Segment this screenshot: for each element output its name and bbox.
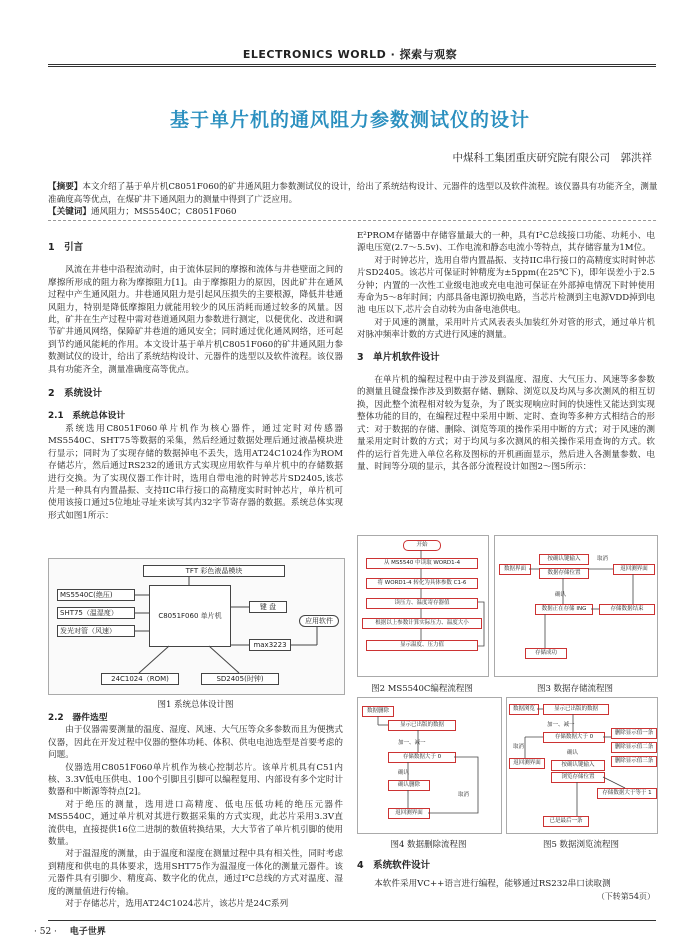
abstract-label: 【摘要】 — [48, 182, 83, 192]
section-2-title: 2 系统设计 — [48, 388, 103, 400]
figure-1 — [48, 558, 345, 695]
section-3-title: 3 单片机软件设计 — [357, 351, 440, 363]
fig5-cancel-label: 取消 — [513, 744, 525, 750]
fig2-step-5: 显示温度、压力值 — [366, 640, 478, 651]
header-rule-2 — [48, 66, 656, 67]
fig3-input-1: 按确认键输入 — [539, 554, 589, 565]
mcu-box: C8051F060 单片机 — [149, 585, 231, 647]
fig5-del-1: 删除显示值一条 — [611, 728, 657, 739]
fig3-connectors — [495, 536, 657, 676]
fig3-saving: 数据正在存储 ING — [535, 604, 593, 615]
fig4-plus-label: 加一、减一 — [398, 740, 426, 746]
section-4-paragraph: 本软件采用VC++语言进行编程，能够通过RS232串口读取测 — [374, 879, 611, 890]
left-column-bottom — [48, 712, 343, 911]
continued-paragraph: E²PROM存储器中存储容量最大的一种，具有I²C总线接口功能、功耗小、电源电压宽(2.7～5.5v)、工作电流和静态电流小等特点，其存储容量为1M位。 — [357, 231, 655, 254]
fig4-count: 存储数据大于 0 — [388, 752, 456, 763]
rtc-paragraph: 对于时钟芯片，选用自带内置晶振、支持IIC串行接口的高精度实时时钟芯片SD2405。该芯片可保证时钟精度为±5ppm(在25℃下)，即年误差小于2.5 分钟；内置的一次性工业级电池或充电电池可保证在外部掉电情况下时钟使用寿命为5～8年时间；内部具备电源切换电路，当芯片检测到主电源VDD掉到电池 电压以下,芯片会自动转为由备电池供电。 — [357, 255, 655, 316]
section-2-2-paragraph-5: 对于存储芯片，选用AT24C1024芯片，该芯片是24C系列 — [65, 899, 289, 910]
figure-1-connectors — [49, 559, 344, 694]
fig4-connectors — [358, 698, 501, 833]
left-column-top — [48, 242, 343, 522]
fig2-step-4: 根据以上参数计算实际压力、温度大小 — [362, 618, 482, 629]
fig4-show: 显示已出版的数据 — [388, 720, 456, 731]
fig4-back: 返回测界面 — [388, 808, 430, 819]
max3223-box: max3223 — [249, 639, 291, 651]
figure-4-caption: 图4 数据删除流程图 — [390, 840, 467, 850]
section-2-2-paragraph-4: 对于温湿度的测量，由于温度和湿度在测量过程中具有相关性，同时考虑到精度和供电的具体要求，选用SHT75作为温湿度一体化的测量元器件。该元器件具有引脚少、精度高、数字化的优点，通过I²C总线的方式对温度、湿度的测量值进行传输。 — [48, 849, 343, 897]
fig3-done: 存储数据结束 — [599, 604, 655, 615]
keywords-text: 通风阻力；MS5540C；C8051F060 — [90, 207, 237, 217]
keywords-label: 【关键词】 — [48, 207, 91, 217]
fig5-input-1: 按确认键输入 — [551, 760, 605, 771]
page-number: · 52 · — [34, 927, 57, 937]
journal-header — [0, 46, 700, 62]
right-column-top — [357, 230, 655, 473]
abstract-block — [48, 181, 658, 219]
app-software-box: 应用软件 — [299, 615, 339, 627]
fig3-input-2: 数据存储位置 — [539, 568, 589, 579]
fig2-step-1: 从 MS5540 中读取 WORD1-4 — [366, 558, 478, 569]
section-2-2-paragraph-1: 由于仪器需要测量的温度、湿度、风速、大气压等众多参数而且为便携式仪器，因此在开发过程中仪器的整体功耗、体积、供电电池选型是首要考虑的问题。 — [48, 725, 343, 761]
figure-5-caption: 图5 数据浏览流程图 — [542, 840, 620, 850]
fig2-connectors — [358, 536, 488, 676]
clock-box: SD2405(时钟) — [201, 673, 279, 685]
fig5-last: 已是最后一条 — [543, 816, 589, 827]
fig3-cancel-label: 取消 — [597, 556, 609, 562]
article-title: 基于单片机的通风阻力参数测试仪的设计 — [169, 109, 530, 131]
sht75-box: SHT75（温湿度） — [57, 607, 135, 619]
section-2-2-paragraph-3: 对于绝压的测量，选用进口高精度、低电压低功耗的绝压元器件MS5540C，通过单片机对其进行数据采集的方式实现，此芯片采用3.3V直流供电，直接提供16位二进制的数值转换结果，大大节省了单片机引脚的使用数量。 — [48, 799, 343, 848]
fig3-confirm-label: 确认 — [555, 592, 567, 598]
ms5540-box: MS5540C(绝压) — [57, 589, 135, 601]
figure-5 — [506, 697, 658, 834]
tft-module-box: TFT 彩色液晶模块 — [143, 565, 285, 577]
fig5-count: 存储数据大于 0 — [543, 732, 605, 743]
keyboard-box: 键 盘 — [249, 601, 287, 613]
journal-name: ELECTRONICS WORLD — [242, 48, 387, 61]
footer-rule — [48, 920, 656, 921]
fig5-input-2: 浏览存储位置 — [551, 772, 605, 783]
fig5-del-2: 删除显示值二条 — [611, 742, 657, 753]
continued-note: （下转第54页） — [596, 891, 655, 901]
header-rule — [48, 64, 656, 65]
fig5-del-3: 删除显示值三条 — [611, 756, 657, 767]
section-2-2-paragraph-2: 仪器选用C8051F060单片机作为核心控制芯片。该单片机具有C51内核、3.3V低电压供电、100个引脚且引脚可以编程复用、内部设有多个定时计数器和中断源等特点[2]。 — [48, 762, 343, 798]
section-2-1-title: 2.1 系统总体设计 — [48, 411, 126, 422]
section-1-paragraph: 风流在井巷中沿程流动时，由于流体层间的摩擦和流体与井巷壁面之间的摩擦所形成的阻力称为摩擦阻力[1]。由于摩擦阻力的原因，因此矿井在通风过程中产生通风阻力。井巷通风阻力是引起风压损失的主要根源，降低井巷通风阻力，特别是降低摩擦阻力就能用较少的风压消耗而通过较多的风量。因此，矿井在生产过程中需对巷道通风阻力参数进行测定，以便优化、改进和调节矿井通风网络，保障矿井巷道的通风安全；同时通过优化通风网络，还可起到节约通风能耗的作用。本文设计基于单片机C8051F060的矿井通风阻力参数测试仪的设计，给出了系统结构设计、元器件的选型以及软件流程。该仪器具有功能齐全，测量准确度高等优点。 — [48, 265, 343, 375]
footer-journal: 电子世界 — [69, 927, 106, 937]
section-4-title: 4 系统软件设计 — [357, 860, 431, 871]
fig4-confirm-label: 确认 — [398, 770, 410, 776]
wind-speed-paragraph: 对于风速的测量，采用叶片式风表表头加装红外对管的形式，通过单片机对脉冲频率计数的方式进行风速的测量。 — [357, 317, 655, 341]
fig2-start: 开始 — [403, 540, 441, 551]
rom-box: 24C1024（ROM) — [101, 673, 179, 685]
author-line: 中煤科工集团重庆研究院有限公司 郭洪祥 — [452, 152, 652, 164]
abstract-text: 本文介绍了基于单片机C8051F060的矿井通风阻力参数测试仪的设计，给出了系统结构设计、元器件的选型以及软件流程。该仪器具有功能齐全，测量准确度高等优点，在煤矿井下通风阻力的测量中得到了广泛应用。 — [48, 182, 658, 205]
figure-2 — [357, 535, 489, 677]
figure-3-caption: 图3 数据存储流程图 — [536, 684, 614, 694]
header-separator: · — [390, 48, 396, 61]
section-1-title: 1 引言 — [48, 242, 84, 253]
fig3-main: 数据界面 — [499, 564, 531, 575]
section-2-2-title: 2.2 器件选型 — [48, 713, 108, 723]
fig4-main: 数据删除 — [362, 706, 394, 717]
fig3-success: 存储成功 — [525, 648, 567, 659]
fig5-plus-label: 加一、减一 — [547, 722, 575, 728]
fig4-confirm-delete: 确认删除 — [388, 780, 430, 791]
fig2-step-2: 将 WORD1-4 转化为具体参数 C1-6 — [366, 578, 478, 589]
fig2-step-3: 读压力、温度寄存器值 — [366, 598, 478, 609]
figure-3 — [494, 535, 658, 677]
ir-sensor-box: 发光对管（风速） — [57, 625, 135, 637]
fig4-cancel-label: 取消 — [458, 792, 470, 798]
fig5-confirm-label: 确认 — [567, 750, 579, 756]
fig5-connectors — [507, 698, 657, 833]
fig5-count-ge1: 存储数据大于等于 1 — [597, 788, 657, 799]
fig3-back: 返回测界面 — [613, 564, 655, 575]
figure-1-caption: 图1 系统总体设计图 — [157, 700, 234, 710]
right-column-bottom — [357, 860, 655, 903]
fig5-back: 返回测界面 — [509, 758, 545, 769]
section-3-paragraph: 在单片机的编程过程中由于涉及到温度、湿度、大气压力、风速等多参数的测量且键盘操作涉及到数据存储、删除、浏览以及均风与多次测风的相互切换，因此整个流程相对较为复杂，为了既实现响应时间的快速性又能达到实现整体功能的目的，在编程过程中采用中断、定时、查询等多种方式相结合的形式：对于数据的存储、删除、浏览等项的操作采用中断的方式；对于风速的测量采用定时计数的方式；对于均风与多次测风的相关操作采用查询的方式。软件的运行首先进入单位名称及图标的开机画面显示，然后进入各测量参数、电量、时间等分项的显示，其各部分流程设计如图2～图5所示： — [357, 375, 655, 472]
section-2-1-paragraph: 系统选用C8051F060单片机作为核心器件，通过定时对传感器MS5540C、SHT75等数据的采集，然后经通过数据处理后通过液晶模块进行显示；同时为了实现存储的数据掉电不丢失，选用AT24C1024作为ROM存储芯片，然后通过RS232的通讯方式实现应用软件与单片机中的存储数据进行交换。为了实现仪器工作计时，选用自带电池的时钟芯片SD2405,该芯片是一种具有内置晶振、支持IIC串行接口的高精度实时时钟芯片，单片机可使用该接口通过5位地址寻址来读写其内32字节寄存器的数据。系统总体实现形式如图1所示： — [48, 423, 343, 521]
column-name: 探索与观察 — [399, 48, 458, 61]
fig5-main: 数据浏览 — [509, 704, 539, 715]
abstract-rule — [48, 220, 656, 221]
footer — [34, 924, 106, 937]
figure-4 — [357, 697, 502, 834]
fig5-show: 显示已出版的数据 — [543, 704, 609, 715]
figure-2-caption: 图2 MS5540C编程流程图 — [371, 684, 473, 694]
